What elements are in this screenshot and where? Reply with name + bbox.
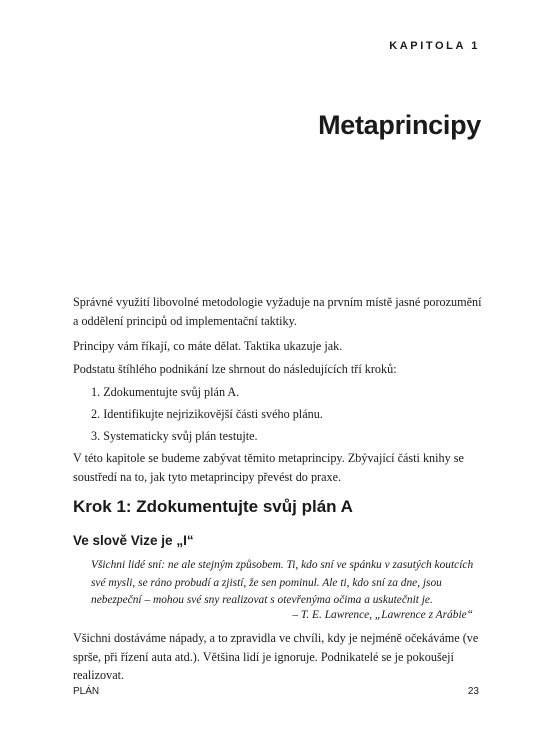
list-item-step-2: 2. Identifikujte nejrizikovější části svého plánu. bbox=[91, 407, 323, 421]
paragraph-intro: Správné využití libovolné metodologie vyžaduje na prvním místě jasné porozumění a oddělení principů od implementační taktiky. bbox=[73, 295, 482, 328]
list-item-step-3: 3. Systematicky svůj plán testujte. bbox=[91, 429, 258, 443]
section-heading: Krok 1: Zdokumentujte svůj plán A bbox=[73, 497, 353, 516]
section-subheading: Ve slově Vize je „I“ bbox=[73, 533, 194, 548]
footer-page-number: 23 bbox=[467, 686, 479, 697]
chapter-title: Metaprincipy bbox=[318, 110, 481, 141]
paragraph-chapter-overview: V této kapitole se budeme zabývat těmito metaprincipy. Zbývající části knihy se soustředí na to, jak tyto metaprincipy převést do praxe. bbox=[73, 451, 464, 484]
quote-attribution: – T. E. Lawrence, „Lawrence z Arábie“ bbox=[292, 609, 473, 621]
paragraph-ideas: Všichni dostáváme nápady, a to zpravidla ve chvíli, kdy je nejméně očekáváme (ve sprše, při řízení auta atd.). Většina lidí je ignoruje. Podnikatelé se je pokoušejí realizovat. bbox=[73, 631, 479, 682]
footer-running-title: PLÁN bbox=[73, 686, 100, 697]
quote-text: Všichni lidé sní: ne ale stejným způsobem. Ti, kdo sní ve spánku v zasutých koutcích své mysli, se ráno probudí a zjistí, že sen pominul. Ale ti, kdo sní za dne, jsou nebezpeční – mohou své sny realizovat s otevřenýma očima a uskutečnit je. bbox=[91, 559, 474, 606]
paragraph-lean-summary: Podstatu štíhlého podnikání lze shrnout do následujících tří kroků: bbox=[73, 362, 397, 376]
paragraph-principles: Principy vám říkají, co máte dělat. Taktika ukazuje jak. bbox=[73, 339, 343, 353]
list-item-step-1: 1. Zdokumentujte svůj plán A. bbox=[91, 385, 240, 399]
chapter-label: KAPITOLA 1 bbox=[389, 40, 480, 52]
